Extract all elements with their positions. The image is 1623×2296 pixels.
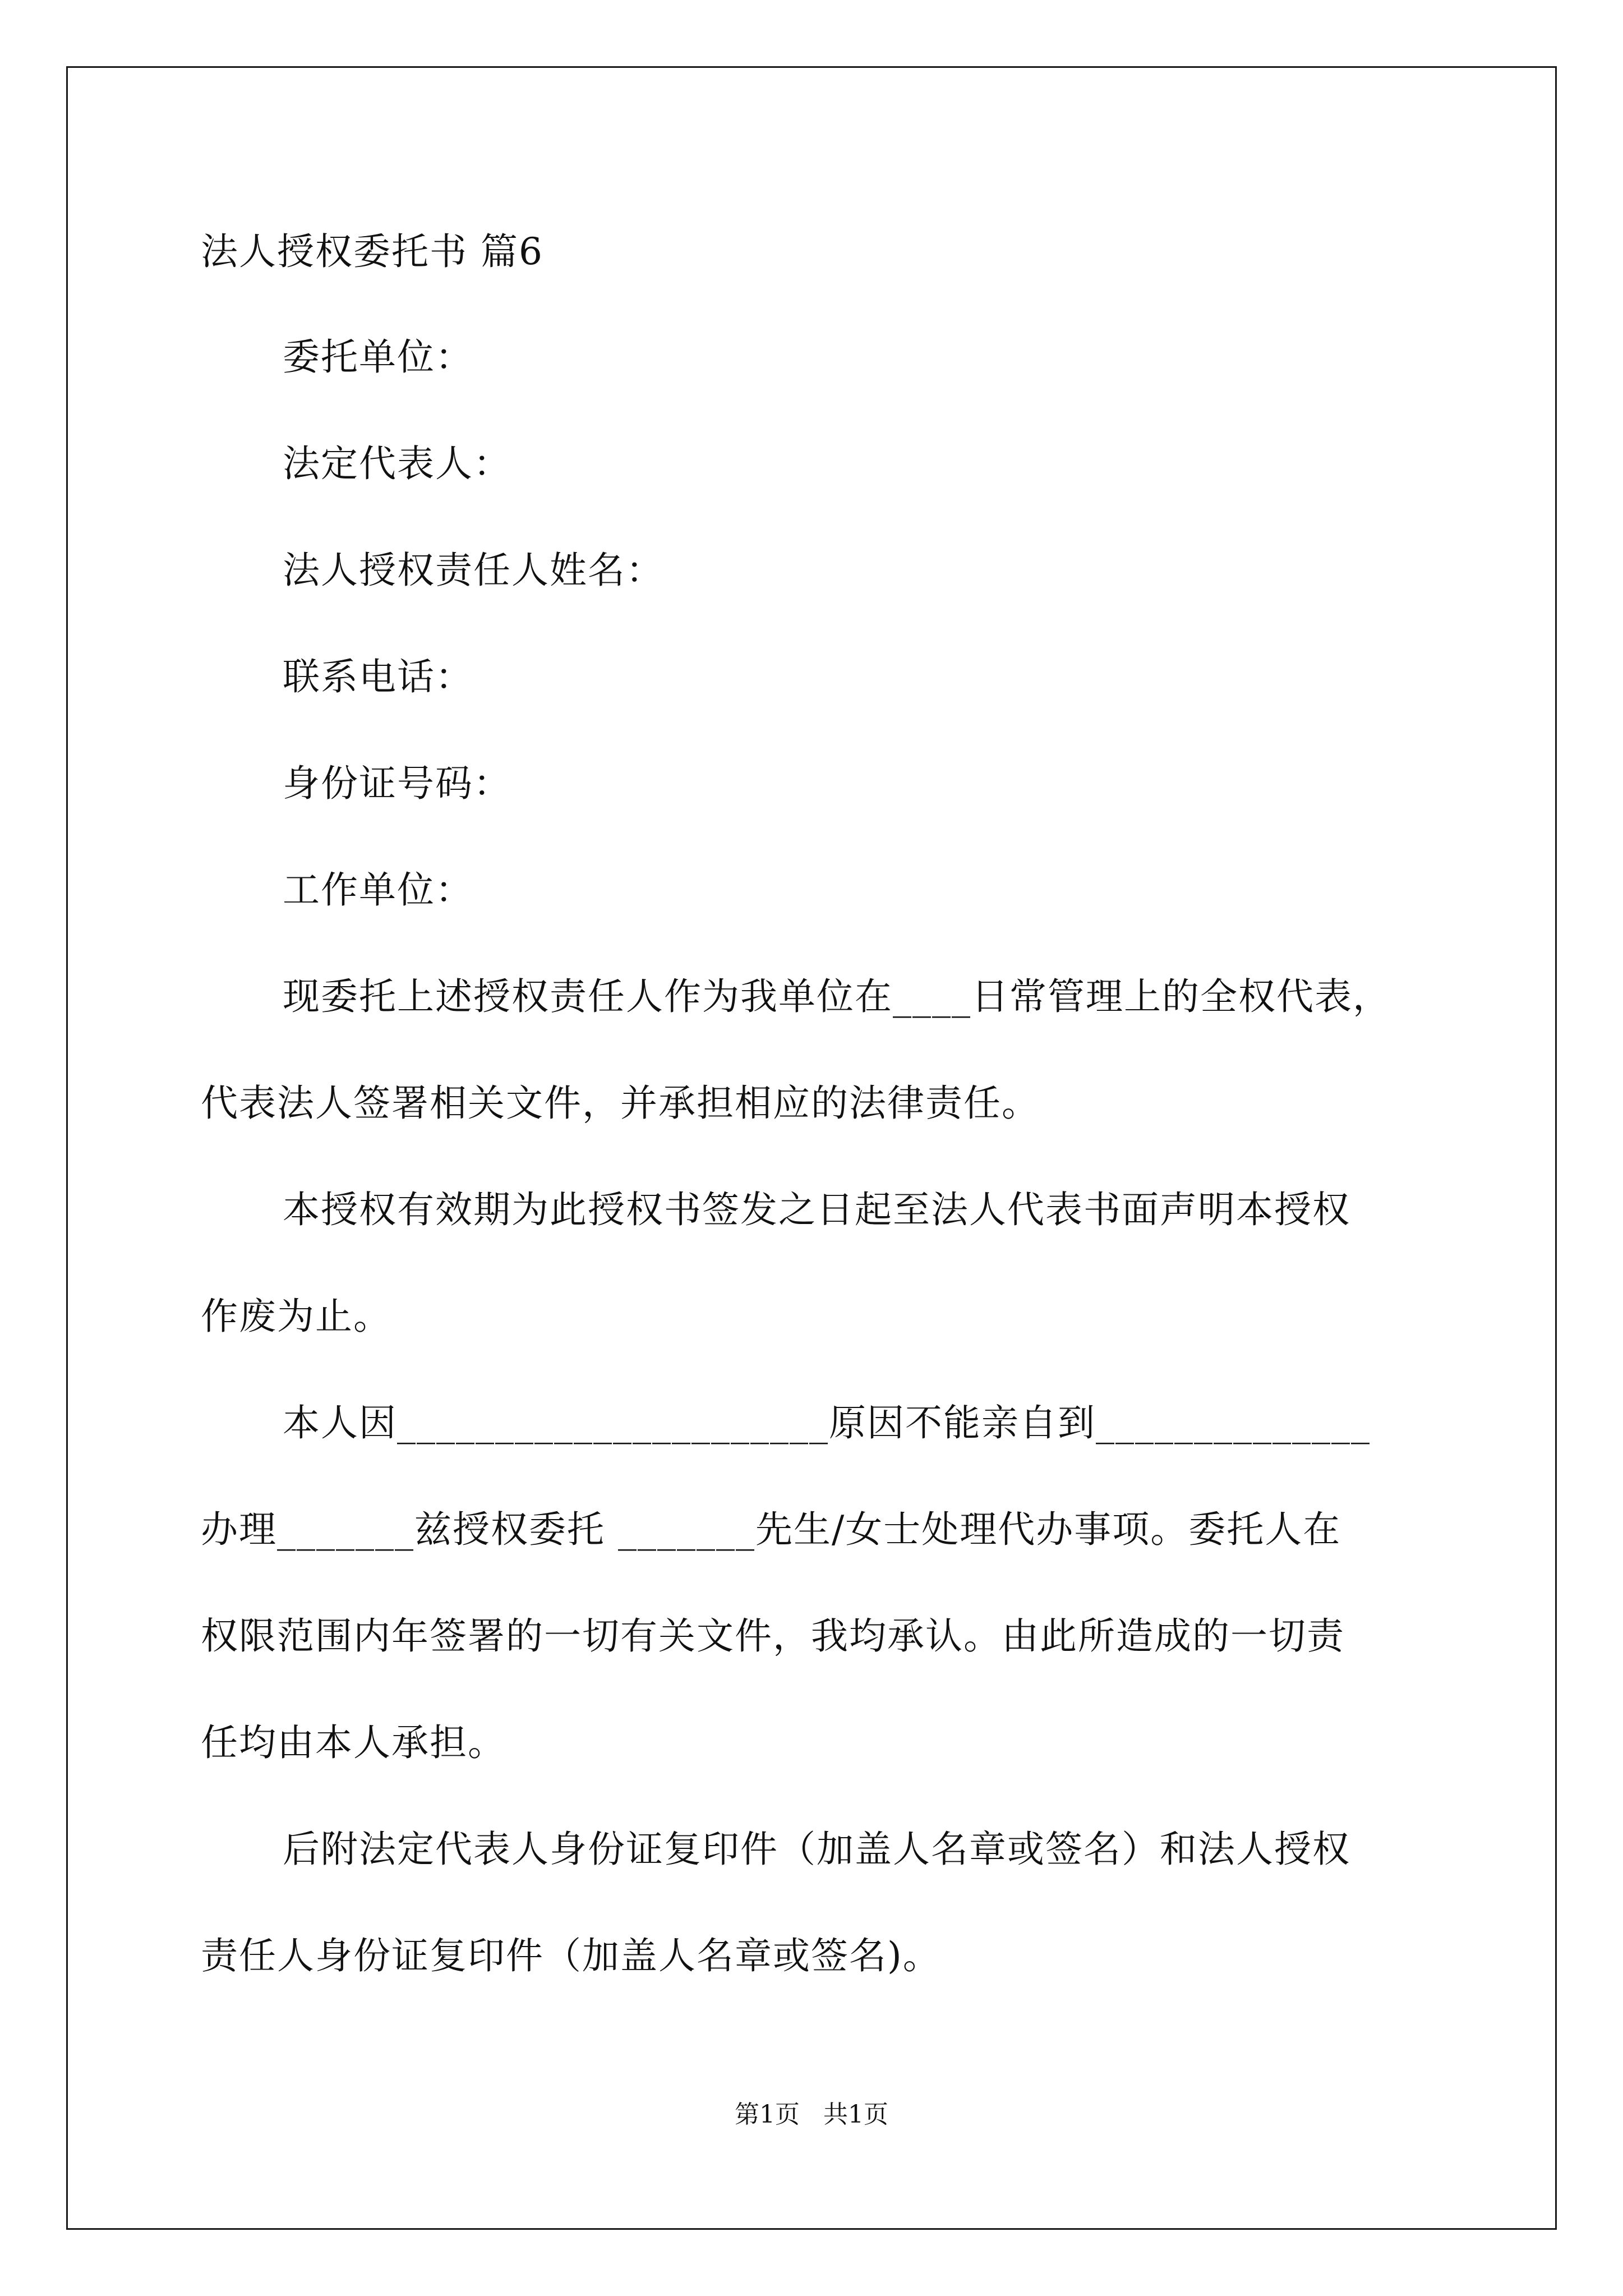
page-border	[66, 66, 1557, 2230]
paragraph-3-line-2: 办理_______兹授权委托 _______先生/女士处理代办事项。委托人在	[201, 1508, 1341, 1551]
document-title: 法人授权委托书 篇6	[201, 230, 543, 273]
page-footer: 第1页 共1页	[735, 2100, 888, 2129]
field-legal-representative: 法定代表人：	[283, 442, 511, 485]
field-authorized-person-name: 法人授权责任人姓名：	[283, 549, 664, 592]
paragraph-1-line-2: 代表法人签署相关文件，并承担相应的法律责任。	[201, 1082, 1040, 1125]
field-client-unit: 委托单位：	[283, 335, 473, 379]
paragraph-4-line-1: 后附法定代表人身份证复印件（加盖人名章或签名）和法人授权	[283, 1828, 1350, 1871]
paragraph-4-line-2: 责任人身份证复印件（加盖人名章或签名)。	[201, 1934, 941, 1977]
paragraph-2-line-1: 本授权有效期为此授权书签发之日起至法人代表书面声明本授权	[283, 1188, 1350, 1231]
field-phone: 联系电话：	[283, 655, 473, 698]
field-work-unit: 工作单位：	[283, 868, 473, 912]
paragraph-1-line-1: 现委托上述授权责任人作为我单位在____日常管理上的全权代表，	[283, 975, 1391, 1018]
paragraph-2-line-2: 作废为止。	[201, 1295, 391, 1338]
paragraph-3-line-3: 权限范围内年签署的一切有关文件，我均承认。由此所造成的一切责	[201, 1614, 1345, 1658]
field-id-number: 身份证号码：	[283, 762, 511, 805]
paragraph-3-line-4: 任均由本人承担。	[201, 1721, 506, 1764]
paragraph-3-line-1: 本人因______________________原因不能亲自到______________	[283, 1401, 1371, 1444]
